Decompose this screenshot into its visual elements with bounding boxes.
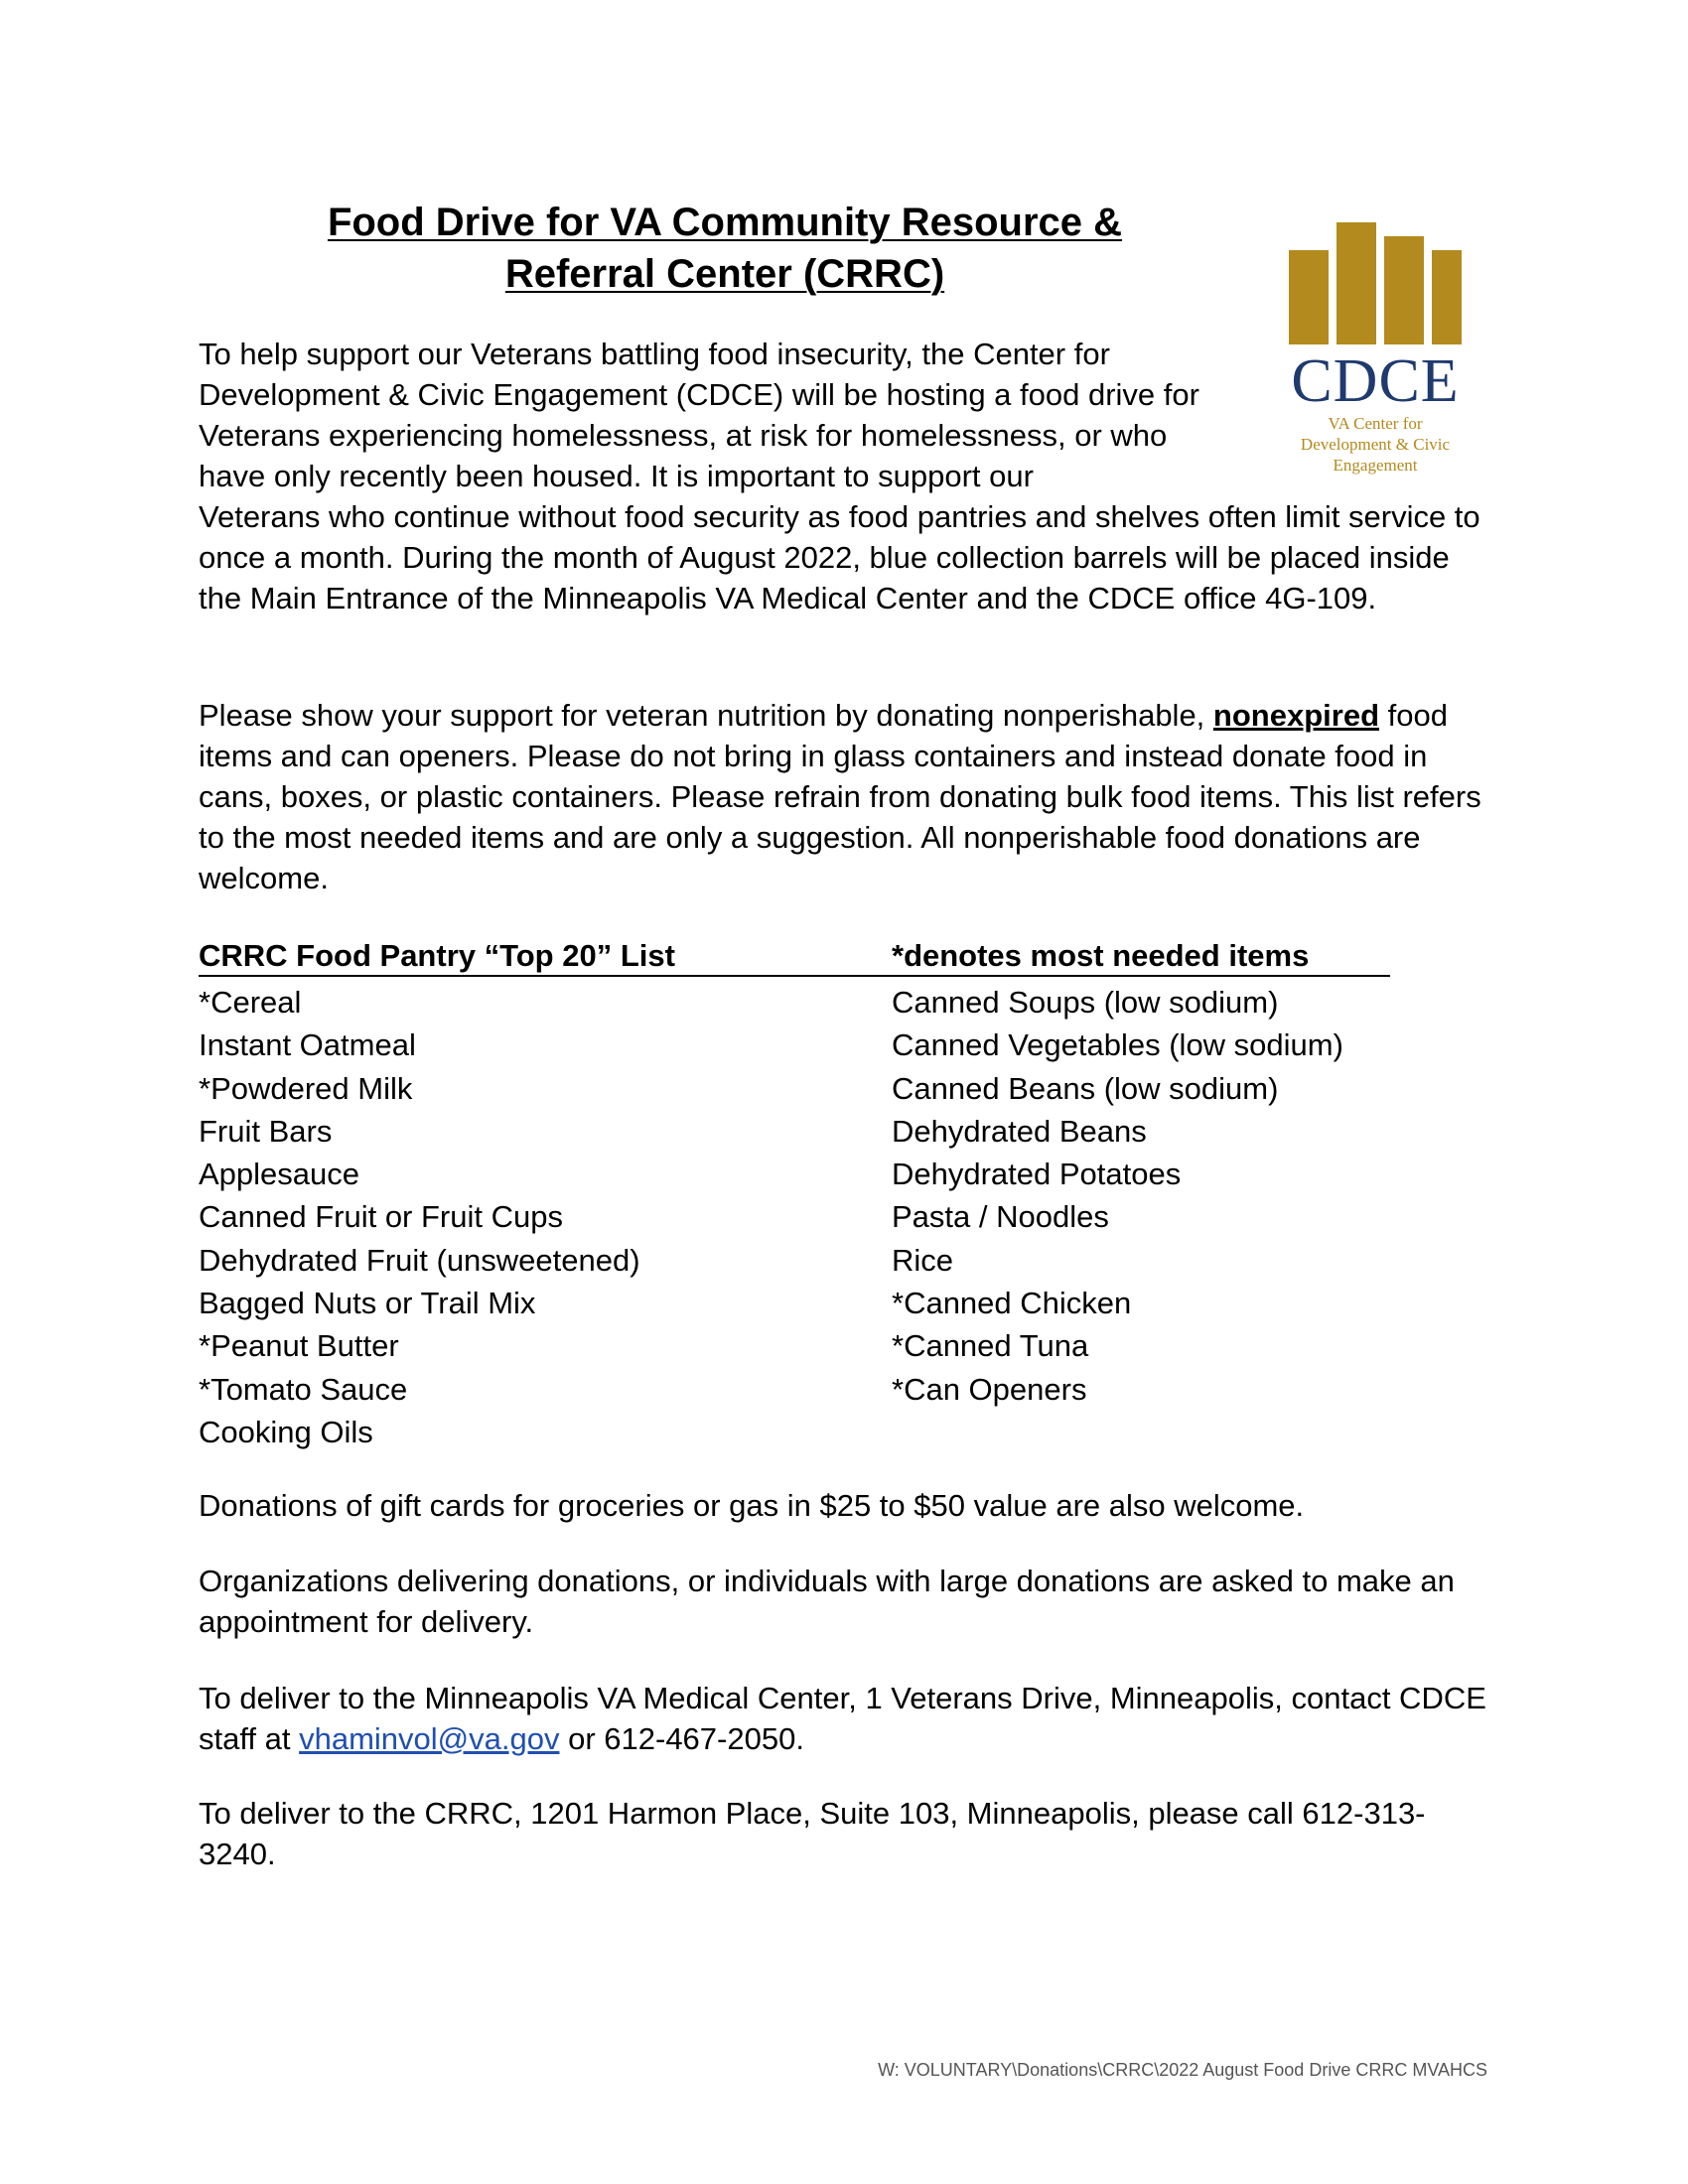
logo-line-2: Development & Civic — [1300, 435, 1451, 454]
deliver-va-text-part-1: To deliver to the Minneapolis VA Medical Center, 1 Veterans Drive, Minneapolis, contact CDCE staff at — [199, 1681, 1486, 1756]
gift-cards-paragraph: Donations of gift cards for groceries or gas in $25 to $50 value are also welcome. — [199, 1488, 1305, 1523]
list-item: Pasta / Noodles — [892, 1199, 1109, 1235]
list-item: Cooking Oils — [199, 1414, 373, 1449]
intro-text-full-width: Veterans who continue without food security as food pantries and shelves often limit service to once a month. During the month of August 2022, blue collection barrels will be placed inside the Main Entrance of the Minneapolis VA Medical Center and the CDCE office 4G-109. — [199, 499, 1480, 615]
logo-line-1: VA Center for — [1328, 414, 1423, 433]
donate-text-part-2: food items and can openers. Please do not bring in glass containers and instead donate food in cans, boxes, or plastic containers. Please refrain from donating bulk food items. This list refers to the most needed items and are only a suggestion. All nonperishable food donations are welcome. — [199, 698, 1481, 895]
list-item: Rice — [892, 1242, 954, 1278]
appointment-paragraph: Organizations delivering donations, or individuals with large donations are asked to make an appointment for delivery. — [199, 1564, 1455, 1639]
donate-paragraph — [199, 695, 1499, 898]
logo-bar-3 — [1384, 236, 1424, 344]
list-item: *Tomato Sauce — [199, 1371, 408, 1407]
list-item: Canned Vegetables (low sodium) — [892, 1027, 1343, 1063]
deliver-crrc-paragraph: To deliver to the CRRC, 1201 Harmon Place, Suite 103, Minneapolis, please call 612-313-3240. — [199, 1796, 1426, 1871]
logo-bar-4 — [1432, 250, 1462, 344]
list-item: Dehydrated Fruit (unsweetened) — [199, 1242, 640, 1278]
deliver-va-paragraph — [199, 1678, 1489, 1759]
list-item: *Peanut Butter — [199, 1328, 399, 1364]
list-item: Canned Fruit or Fruit Cups — [199, 1199, 563, 1235]
list-header-title: CRRC Food Pantry “Top 20” List — [199, 938, 675, 973]
intro-text-beside-logo: To help support our Veterans battling food insecurity, the Center for Development & Civic Engagement (CDCE) will be hosting a food drive for Veterans experiencing homelessness, at risk for homelessness, or who have only recently been housed. It is important to support our — [199, 337, 1199, 493]
list-item: *Can Openers — [892, 1371, 1087, 1407]
nonexpired-emphasis: nonexpired — [1212, 698, 1380, 733]
logo-name: CDCE — [1291, 347, 1460, 415]
list-item: *Powdered Milk — [199, 1070, 413, 1106]
logo-line-3: Engagement — [1333, 456, 1418, 475]
title-line-2: Referral Center (CRRC) — [504, 252, 945, 296]
food-list-left-column — [199, 981, 640, 1453]
page-title — [199, 197, 1251, 300]
list-item: Dehydrated Potatoes — [892, 1157, 1182, 1192]
list-item: Canned Beans (low sodium) — [892, 1070, 1279, 1106]
footer-file-path: W: VOLUNTARY\Donations\CRRC\2022 August Food Drive CRRC MVAHCS — [878, 2060, 1487, 2080]
list-item: *Canned Chicken — [892, 1286, 1132, 1321]
title-line-1: Food Drive for VA Community Resource & — [327, 201, 1123, 244]
list-header-note: *denotes most needed items — [892, 938, 1310, 973]
list-item: Fruit Bars — [199, 1113, 333, 1149]
donate-text-part-1: Please show your support for veteran nutrition by donating nonperishable, — [199, 698, 1213, 733]
list-item: Instant Oatmeal — [199, 1027, 416, 1063]
food-list-right-column — [892, 981, 1343, 1411]
logo-bar-1 — [1289, 250, 1329, 344]
list-item: *Cereal — [199, 985, 302, 1020]
list-item: Bagged Nuts or Trail Mix — [199, 1286, 536, 1321]
list-item: *Canned Tuna — [892, 1328, 1089, 1364]
logo-bar-2 — [1336, 222, 1376, 344]
deliver-va-text-part-2: or 612-467-2050. — [559, 1721, 804, 1756]
email-link[interactable]: vhaminvol@va.gov — [299, 1721, 560, 1756]
intro-paragraph — [199, 334, 1489, 618]
top-20-list-header — [199, 937, 1390, 977]
list-item: Canned Soups (low sodium) — [892, 985, 1279, 1020]
list-item: Dehydrated Beans — [892, 1113, 1147, 1149]
list-item: Applesauce — [199, 1157, 360, 1192]
